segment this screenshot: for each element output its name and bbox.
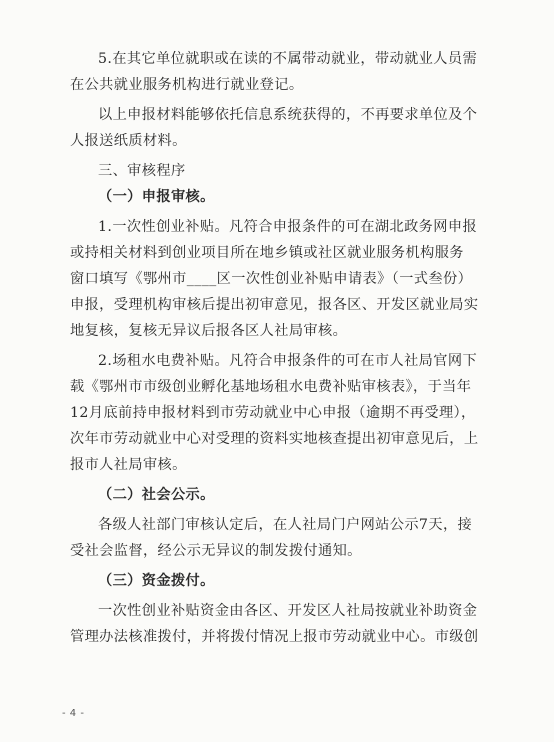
document-body [70, 46, 500, 650]
section-heading: 三、审核程序 [98, 163, 186, 179]
subsection-heading-publicity: （二）社会公示。 [98, 487, 215, 503]
text-line: 地复核，复核无异议后报各区人社局审核。 [70, 323, 348, 339]
text-line: 受社会监督，经公示无异议的制发拨付通知。 [70, 543, 362, 559]
subsection-heading-review: （一）申报审核。 [98, 189, 215, 205]
fund-disbursement-paragraph [70, 598, 500, 650]
paragraph-item-5 [70, 46, 500, 98]
text-line: 载《鄂州市市级创业孵化基地场租水电费补贴审核表》，于当年 [70, 379, 472, 395]
review-item-rent-utility-subsidy [70, 348, 500, 478]
text-line: 一次性创业补贴资金由各区、开发区人社局按就业补助资金 [98, 603, 478, 619]
text-line: 1.一次性创业补贴。凡符合申报条件的可在湖北政务网申报 [98, 219, 478, 235]
text-line: 在公共就业服务机构进行就业登记。 [70, 77, 304, 93]
publicity-paragraph [70, 512, 500, 564]
text-line: 或持相关材料到创业项目所在地乡镇或社区就业服务机构服务 [70, 245, 464, 261]
text-line: 各级人社部门审核认定后，在人社局门户网站公示7天，接 [98, 517, 473, 533]
text-line: 报市人社局审核。 [70, 457, 187, 473]
text-line: 次年市劳动就业中心对受理的资料实地核查提出初审意见后，上 [70, 431, 479, 447]
text-line: 管理办法核准拨付，并将拨付情况上报市劳动就业中心。市级创 [70, 629, 479, 645]
text-line: 5.在其它单位就职或在读的不属带动就业，带动就业人员需 [98, 51, 478, 67]
text-line: 2.场租水电费补贴。凡符合申报条件的可在市人社局官网下 [98, 353, 478, 369]
review-item-one-time-subsidy [70, 214, 500, 344]
text-line: 人报送纸质材料。 [70, 133, 187, 149]
page-number: - 4 - [62, 708, 85, 719]
paragraph-online-materials [70, 102, 500, 154]
text-line: 申报，受理机构审核后提出初审意见，报各区、开发区就业局实 [70, 297, 479, 313]
text-line: 窗口填写《鄂州市____区一次性创业补贴申请表》（一式叁份） [70, 271, 473, 287]
text-line: 以上申报材料能够依托信息系统获得的，不再要求单位及个 [98, 107, 478, 123]
subsection-heading-fund-disbursement: （三）资金拨付。 [98, 573, 215, 589]
text-line: 12月底前持申报材料到市劳动就业中心申报（逾期不再受理）， [70, 405, 476, 421]
